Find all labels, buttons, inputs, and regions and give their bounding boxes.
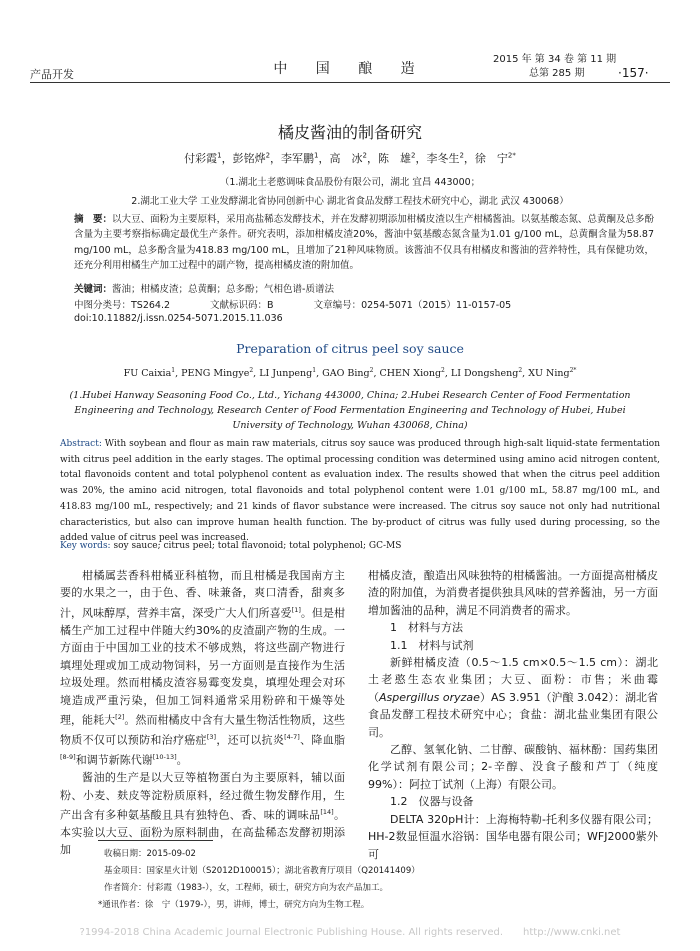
author: 徐 宁$^{2*}$: [474, 151, 516, 165]
english-keywords: [60, 541, 401, 551]
body-column-right: [368, 567, 658, 863]
footnote-received: 收稿日期：2015-09-02: [104, 849, 196, 859]
classification-line: [74, 297, 511, 311]
article-title: 橘皮酱油的制备研究: [277, 123, 422, 142]
page-number: ·157·: [618, 66, 649, 80]
section-heading: 1 材料与方法: [390, 621, 463, 635]
citation[interactable]: [14]: [320, 807, 334, 816]
subsection-heading: 1.1 材料与试剂: [390, 638, 474, 652]
footnote-corresponding: *通讯作者：徐 宁（1979-），男，讲师，博士，研究方向为生物工程。: [98, 900, 370, 910]
section-label: 产品开发: [30, 68, 74, 81]
author: LI Junpeng$^1$: [259, 367, 317, 380]
paragraph: 酱油的生产是以大豆等植物蛋白为主要原料，辅以面粉、小麦、麸皮等淀粉质原料，经过微生物发酵作用，生产出含有多种氨基酸且具有独特色、香、味的调味品[14]。本实验以大豆、面粉为原料制曲，在高盐稀态发酵初期添加: [60, 771, 346, 857]
author: XU Ning$^{2*}$: [528, 367, 577, 380]
author: LI Dongsheng$^2$: [450, 367, 523, 380]
author: 陈 雄$^2$: [377, 151, 416, 165]
body-column-left: [60, 567, 345, 859]
citation[interactable]: [2]: [115, 712, 125, 721]
paragraph: DELTA 320pH计：上海梅特勒-托利多仪器有限公司；HH-2数显恒温水浴锅：国华电器有限公司；WFJ2000紫外可: [368, 812, 658, 861]
abstract-text: 以大豆、面粉为主要原料，采用高盐稀态发酵技术，并在发酵初期添加柑橘皮渣以生产柑橘酱油。以氨基酸态氮、总黄酮及总多酚含量为主要考察指标确定最优生产条件。研究表明，添加柑橘皮渣20%，酱油中氨基酸态氮含量为1.01 g/100 mL，总黄酮含量为58.87 mg/100 mL，总多酚含量为418.83 mg/100 mL，且增加了21种风味物质。该酱油不仅具有柑橘皮和酱油的营养特性，具有保健功效，还充分利用柑橘生产加工过程中的副产物，提高柑橘皮渣的附加值。: [74, 214, 654, 271]
citation[interactable]: [3]: [206, 732, 217, 741]
english-affiliation: (1.Hubei Hanway Seasoning Food Co., Ltd., Yichang 443000, China; 2.Hubei Research Center of Food Fermentation Engineering and Technology, Research Center of Food Fermentation Engineering and Technology of Hubei, Hubei University of Technology, Wuhan 430068, China): [69, 390, 631, 431]
clc-number: 中图分类号：TS264.2: [74, 300, 171, 311]
issue-info: [493, 53, 616, 81]
author: 付彩霞$^1$: [184, 151, 222, 165]
author: 李军鹏$^1$: [281, 151, 319, 165]
author: CHEN Xiong$^2$: [379, 367, 445, 380]
footnote-divider: [98, 840, 213, 841]
english-title: Preparation of citrus peel soy sauce: [236, 341, 464, 356]
keywords-text: 酱油；柑橘皮渣；总黄酮；总多酚；气相色谱-质谱法: [112, 284, 334, 295]
author-list: 付彩霞$^1$，彭铭烨$^2$，李军鹏$^1$，高 冰$^2$，陈 雄$^2$，李冬生$^2$，徐 宁$^{2*}$: [184, 151, 516, 165]
keywords-text: soy sauce; citrus peel; total flavonoid; total polyphenol; GC-MS: [113, 541, 402, 551]
affiliation-line: 2.湖北工业大学 工业发酵湖北省协同创新中心 湖北省食品发酵工程技术研究中心，湖北 武汉 430068）: [131, 196, 569, 207]
citation[interactable]: [8-9]: [60, 753, 76, 762]
author: 高 冰$^2$: [329, 151, 367, 165]
footnote-author: 作者简介：付彩霞（1983-），女，工程师，硕士，研究方向为农产品加工。: [104, 883, 388, 893]
journal-name: 中 国 酿 造: [273, 61, 427, 77]
author: FU Caixia$^1$: [123, 367, 176, 380]
copyright-footer: ?1994-2018 China Academic Journal Electronic Publishing House. All rights reserved. http://www.cnki.net: [79, 927, 621, 938]
footnote-fund: 基金项目：国家星火计划（S2012D100015）；湖北省教育厅项目（Q20141409）: [104, 866, 420, 876]
author: GAO Bing$^2$: [322, 367, 374, 380]
issue-line: 2015 年 第 34 卷 第 11 期: [493, 54, 617, 65]
header-divider: [30, 82, 670, 83]
paragraph: 柑橘属芸香科柑橘亚科植物，而且柑橘是我国南方主要的水果之一，由于色、香、味兼备，爽口清香，甜爽多汁，风味醇厚，营养丰富，深受广大人们所喜爱[1]。但是柑橘生产加工过程中伴随大约30%的皮渣副产物的生成。一方面由于中国加工业的技术不够成熟，将这些副产物进行填埋处理或加工成动物饲料，另一方面则是直接作为生活垃圾处理。然而柑橘皮渣容易霉变发臭，填埋处理会对环境造成严重污染，但加工饲料通常采用粉碎和干燥等处理，能耗大[2]。然而柑橘皮中含有大量生物活性物质，这些物质不仅可以预防和治疗癌症[3]，还可以抗炎[4-7]、降血脂[8-9]和调节新陈代谢[10-13]。: [60, 569, 346, 767]
doi[interactable]: doi:10.11882/j.issn.0254-5071.2015.11.036: [74, 313, 283, 324]
paragraph: 柑橘皮渣，酿造出风味独特的柑橘酱油。一方面提高柑橘皮渣的附加值，为消费者提供独具风味的营养酱油，另一方面增加酱油的品种，满足不同消费者的需求。: [368, 569, 658, 617]
abstract-label: 摘 要：: [74, 214, 113, 225]
english-author-list: FU Caixia$^1$, PENG Mingye$^2$, LI Junpeng$^1$, GAO Bing$^2$, CHEN Xiong$^2$, LI Dongsheng$^2$, XU Ning$^{2*}$: [123, 367, 577, 380]
citation[interactable]: [4-7]: [284, 732, 300, 741]
english-abstract: [60, 437, 660, 547]
author: PENG Mingye$^2$: [181, 367, 254, 380]
species-name: Aspergillus oryzae: [379, 690, 480, 704]
paragraph: 乙醇、氢氧化钠、二甘醇、碳酸钠、福林酚：国药集团化学试剂有限公司；2-辛醇、没食子酸和芦丁（纯度99%）：阿拉丁试剂（上海）有限公司。: [368, 743, 658, 791]
author: 李冬生$^2$: [426, 151, 464, 165]
keywords-label: Key words:: [60, 541, 111, 551]
affiliation-line: （1.湖北土老憨调味食品股份有限公司，湖北 宜昌 443000；: [219, 177, 481, 188]
subsection-heading: 1.2 仪器与设备: [390, 795, 474, 809]
issue-total-line: 总第 285 期: [529, 68, 585, 79]
keywords-zh: [74, 281, 334, 295]
abstract-zh: [74, 212, 654, 273]
abstract-label: Abstract:: [60, 439, 102, 449]
keywords-label: 关键词：: [74, 284, 113, 295]
article-number: 文章编号：0254-5071（2015）11-0157-05: [313, 300, 512, 311]
doc-code: 文献标识码：B: [210, 300, 274, 311]
paragraph: 新鲜柑橘皮渣（0.5～1.5 cm×0.5～1.5 cm）：湖北土老憨生态农业集团；大豆、面粉：市售；米曲霉（Aspergillus oryzae）AS 3.951（沪酿 3.042）：湖北省食品发酵工程技术研究中心；食盐：湖北盐业集团有限公司。: [368, 656, 659, 739]
abstract-text: With soybean and flour as main raw materials, citrus soy sauce was produced through high-salt liquid-state fermentation with citrus peel addition in the early stages. The optimal processing condition was determined using amino acid nitrogen content, total flavonoids content and total polyphenol content as evaluation index. The results showed that when the citrus peel addition was 20%, the amino acid nitrogen, total flavonoids and total polyphenol content were 1.01 g/100 mL, 58.87 mg/100 mL, and 418.83 mg/100 mL, respectively; and 21 kinds of flavor substance were increased. The citrus soy sauce not only had nutritional characteristics, but also can improve human health function. The by-product of citrus was fully used during processing, so the added value of citrus peel was increased.: [60, 439, 660, 544]
citation[interactable]: [1]: [291, 605, 301, 614]
citation[interactable]: [10-13]: [152, 753, 177, 762]
author: 彭铭烨$^2$: [232, 151, 271, 165]
